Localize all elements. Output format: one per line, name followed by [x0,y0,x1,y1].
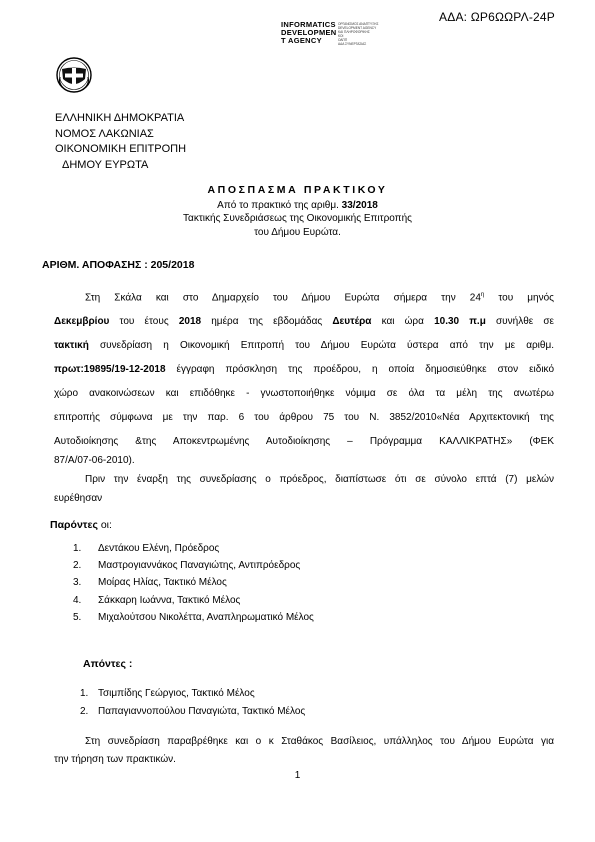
ordinal-suffix: η [480,292,485,298]
body-line: επιτροπής σύμφωνα με την παρ. 6 του άρθρου 75 του Ν. 3852/2010«Νέα Αρχιτεκτονική της [54,412,554,424]
ida-logo-line: T AGENCY [281,36,322,45]
member-name: Τσιμπίδης Γεώργιος, Τακτικό Μέλος [98,688,255,699]
document-title: ΑΠΟΣΠΑΣΜΑ ΠΡΑΚΤΙΚΟΥ [207,184,388,196]
list-item [73,592,314,609]
list-number: 5. [73,611,82,623]
body-text-fragment: συνήλθε σε [485,316,555,328]
body-text-fragment: συνεδρίαση η Οικονομική Επιτροπή του Δήμου Ευρώτα ύστερα από την με αριθμ. [88,340,554,352]
absent-list [80,685,305,720]
ada-code: ΑΔΑ: ΩΡ6ΩΩΡΛ-24Ρ [439,10,555,24]
present-label-rest: οι: [97,519,112,531]
meeting-year: 2018 [178,316,202,328]
body-line: Πριν την έναρξη της συνεδρίασης ο πρόεδρος, διαπίστωσε ότι σε σύνολο επτά (7) μελών [85,474,554,486]
body-text-fragment: Στη Σκάλα και στο Δημαρχείο του Δήμου Ευρώτα σήμερα την 24 [85,292,481,304]
meeting-day: Δευτέρα [332,316,372,328]
ida-logo-small-line: ΟΡΓΑΝΙΣΜΟΣ ΑΝΑΠΤΥΞΗΣ [338,22,379,26]
meeting-time: 10.30 π.μ [434,316,486,328]
body-text-fragment: του μηνός [484,292,554,304]
minutes-number: 33/2018 [341,199,378,211]
list-item [73,574,314,591]
member-name: Δεντάκου Ελένη, Πρόεδρος [98,543,220,554]
meeting-month: Δεκεμβρίου [54,316,110,328]
body-text-fragment: ημέρα της εβδομάδας [201,316,333,328]
closing-line: την τήρηση των πρακτικών. [54,753,176,765]
greek-emblem-icon [54,55,94,95]
list-item [73,540,314,557]
list-number: 1. [73,543,82,554]
body-line [54,358,554,382]
body-line [54,310,554,334]
body-line: ευρέθησαν [54,493,103,505]
issuer-line: ΝΟΜΟΣ ΛΑΚΩΝΙΑΣ [55,127,154,140]
closing-line: Στη συνεδρίαση παραβρέθηκε και ο κ Σταθάκος Βασίλειος, υπάλληλος του Δήμου Ευρώτα για [85,736,554,747]
list-number: 3. [73,577,82,589]
minutes-reference [0,199,595,213]
member-name: Μιχαλούτσου Νικολέττα, Αναπληρωματικό Μέλος [98,611,314,623]
present-label-bold: Παρόντες [50,519,98,531]
decision-number: ΑΡΙΘΜ. ΑΠΟΦΑΣΗΣ : 205/2018 [42,259,195,271]
ida-logo-small-line: ΑΔΑ ΣΥΝΕΡΓΑΣΙΑΣ [338,42,367,46]
issuer-block [55,111,186,173]
member-name: Μοίρας Ηλίας, Τακτικό Μέλος [98,577,227,589]
present-label [50,519,112,531]
issuer-line: ΕΛΛΗΝΙΚΗ ΔΗΜΟΚΡΑΤΙΑ [55,112,185,124]
list-item [80,685,305,703]
body-text-fragment: και ώρα [371,316,435,328]
issuer-line: ΔΗΜΟΥ ΕΥΡΩΤΑ [62,158,149,171]
list-number: 1. [80,688,89,699]
body-text-fragment: έγγραφη πρόσκληση της προέδρου, η οποία δημοσιεύθηκε στον ειδικό [165,364,554,376]
ida-logo-right [338,22,378,46]
member-name: Σάκκαρη Ιωάννα, Τακτικό Μέλος [98,594,241,606]
session-kind: τακτική [54,340,89,352]
issuer-line: ΟΙΚΟΝΟΜΙΚΗ ΕΠΙΤΡΟΠΗ [55,143,187,155]
ida-logo-small-line: ΚΟΙ [338,34,344,38]
list-number: 2. [80,705,89,717]
body-text-fragment: του έτους [109,316,179,328]
ida-logo-line: DEVELOPMEN [281,28,337,37]
list-item [80,703,305,721]
municipality: του Δήμου Ευρώτα. [254,226,341,238]
minutes-reference-text: Από το πρακτικό της αριθμ. [217,199,342,211]
list-item [73,609,314,626]
list-item [73,557,314,574]
body-line: χώρο ανακοινώσεων και επιδόθηκε - γνωστοποιήθηκε νόμιμα σε όλα τα μέλη της ανωτέρω [54,388,554,400]
body-line [54,283,554,310]
document-header [0,184,595,239]
body-line: 87/Α/07-06-2010). [54,455,135,467]
body-line: Αυτοδιοίκησης &της Αποκεντρωμένης Αυτοδιοίκησης – Πρόγραμμα ΚΑΛΛΙΚΡΑΤΗΣ» (ΦΕΚ [54,436,554,448]
body-text [54,283,554,506]
ida-logo-left [281,21,337,45]
absent-label: Απόντες : [83,658,133,670]
ida-logo [281,21,411,49]
closing-text [54,733,554,768]
list-number: 2. [73,560,82,572]
protocol-number: πρωτ:19895/19-12-2018 [54,364,166,376]
present-list [73,540,314,626]
ida-logo-small-line: ΟΑΠΠ [338,38,348,42]
list-number: 4. [73,594,82,606]
body-line [54,334,554,358]
ida-logo-line: INFORMATICS [281,20,336,29]
ida-logo-small-line: DEVELOPMENT AGENCY [338,26,377,30]
session-type: Τακτικής Συνεδριάσεως της Οικονομικής Επιτροπής [183,213,412,224]
member-name: Μαστρογιαννάκος Παναγιώτης, Αντιπρόεδρος [98,560,301,572]
ida-logo-small-line: ΚΑΙ ΠΛΗΡΟΦΟΡΙΚΗΣ [338,30,370,34]
member-name: Παπαγιαννοπούλου Παναγιώτα, Τακτικό Μέλος [98,705,306,717]
page-number: 1 [294,770,301,781]
